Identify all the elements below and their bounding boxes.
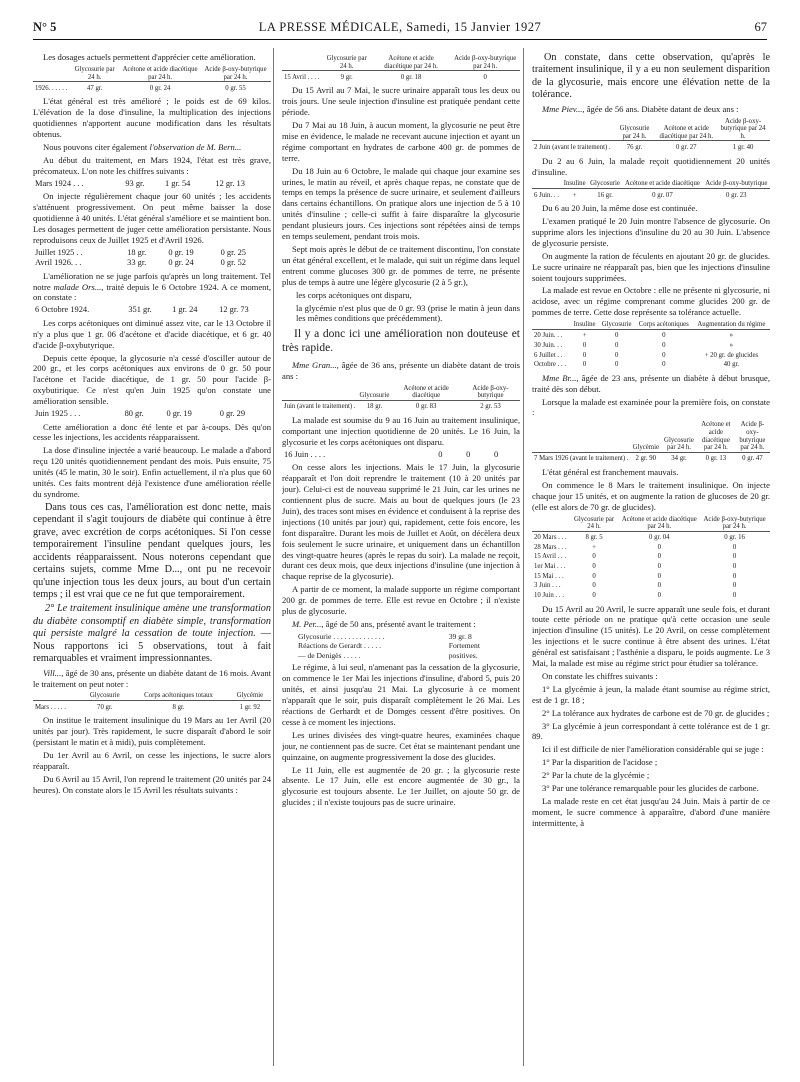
paragraph: On augmente la ration de féculents en ajoutant 20 gr. de glucides. Le sucre urinaire ne réapparaît pas, bien que les injections d'insuline soient toujours supprimées. bbox=[532, 250, 770, 283]
paragraph: Du 1er Avril au 6 Avril, on cesse les injections, le sucre alors réapparaît. bbox=[33, 749, 271, 771]
table-cell: 0 bbox=[657, 563, 661, 571]
table-cell: 18 gr. bbox=[127, 247, 147, 257]
table-header: Acide β-oxy-butyrique par 24 h. bbox=[739, 421, 766, 452]
paragraph: On cesse alors les injections. Mais le 17 Juin, la glycosurie réapparaît et l'on doit reprendre le traitement (10 à 20 unités par jour). Celui-ci est de nouveau supprimé le 21 Juin, car les urines ne contiennent plus de sucre. Mais au bout de quelques jours (le 23 Juin), des traces sont mises en évidence et conduisent à la reprise des injections (10 unités par jour) qui, rapidement, cette fois encore, les font disparaître. Durant les mois de Juillet et Août, on décèlera deux fois seulement le sucre urinaire, et uniquement dans un échantillon des vingt-quatre heures (après le repas du soir). La malade ne reçoit, durant ces deux mois, que deux injections d'insuline (une injection à chaque reprise de la glycosurie). bbox=[282, 462, 520, 582]
data-table bbox=[532, 516, 770, 601]
table-cell: 40 gr. bbox=[723, 361, 740, 369]
table-cell: 0 bbox=[732, 563, 737, 571]
data-rows bbox=[33, 248, 271, 269]
section-heading: 2° Le traitement insulinique amène une transformation du diabète consomptif en diabète simple, transformation qui persiste malgré la cessation de toute injection. bbox=[33, 603, 271, 640]
table-cell: 0 bbox=[732, 572, 737, 580]
table-header: Glycosurie bbox=[590, 180, 620, 188]
text: Nous pouvons citer également bbox=[43, 141, 148, 152]
table-header: Acétone et acide diacétique par 24 h. bbox=[384, 55, 438, 70]
text: , traité depuis le 6 Octobre 1924. A ce moment, on constate : bbox=[33, 281, 271, 303]
table-cell: 0 gr. 24 bbox=[168, 258, 194, 268]
running-header bbox=[33, 18, 767, 40]
table-cell: 9 gr. bbox=[340, 73, 353, 81]
table-cell: 0 bbox=[732, 543, 737, 551]
page-number: 67 bbox=[754, 20, 767, 34]
paragraph: Du 6 Avril au 15 Avril, l'on reprend le traitement (20 unités par 24 heures). On constate alors le 15 Avril les résultats suivants : bbox=[33, 773, 271, 795]
paragraph bbox=[282, 619, 520, 630]
table-cell: Juin (avant le traitement) . bbox=[284, 403, 356, 411]
paragraph: Le 11 Juin, elle est augmentée de 20 gr. ; la glycosurie reste absente. Le 17 Juin, elle est encore augmentée de 30 gr., la glycosurie est toujours absente. Le 1er Juillet, on ajoute 50 gr. de glucides ; il n'existe toujours pas de sucre urinaire. bbox=[282, 764, 520, 808]
table-cell: 0 bbox=[466, 449, 471, 459]
paragraph bbox=[33, 668, 271, 690]
text: , âgé de 30 ans, présente un diabète datant de 16 mois. Avant le traitement on peut noter : bbox=[33, 667, 271, 689]
data-table bbox=[282, 55, 520, 82]
table-cell: 20 Juin. . . bbox=[534, 332, 563, 340]
table-cell: 0 gr. 19 bbox=[166, 409, 192, 419]
data-table bbox=[532, 321, 770, 370]
table-header: Acétone et acide diacétique par 24 h. bbox=[701, 421, 731, 452]
table-cell: 0 bbox=[657, 582, 661, 590]
paragraph: Ici il est difficile de nier l'amélioration considérable qui se juge : bbox=[542, 744, 764, 755]
table-cell: 0 gr. 47 bbox=[742, 455, 763, 463]
table-cell: 0 bbox=[494, 449, 499, 459]
table-cell: 0 bbox=[582, 361, 587, 369]
table-header: Insuline bbox=[563, 180, 586, 188]
finding-label: — de Denigès . . . . . bbox=[298, 650, 361, 660]
table-header: Glycosurie bbox=[359, 392, 390, 400]
finding-value: 39 gr. 8 bbox=[448, 631, 472, 641]
table-cell: 0 gr. 07 bbox=[652, 191, 673, 199]
table-cell: 0 bbox=[662, 341, 666, 349]
table-header: Acide β-oxy-butyrique par 24 h. bbox=[454, 55, 517, 70]
paragraph: On commence le 8 Mars le traitement insulinique. On injecte chaque jour 15 unités, et on augmente la ration de glucoses de 20 gr. (elle est alors de 70 gr. de glucides). bbox=[532, 479, 770, 512]
table-cell: 0 bbox=[732, 591, 737, 599]
table-cell: 12 gr. 73 bbox=[219, 305, 249, 315]
issue-number: N° 5 bbox=[33, 20, 57, 34]
table-cell: 0 bbox=[614, 361, 619, 369]
table-cell: » bbox=[729, 341, 734, 349]
table-header: Acide β-oxy-butyrique par 24 h. bbox=[703, 515, 766, 531]
table-cell: 0 gr. 24 bbox=[149, 84, 171, 92]
data-row bbox=[33, 179, 271, 190]
paragraph: La dose d'insuline injectée a varié beaucoup. Le malade a d'abord reçu 120 unités quotidiennement pendant des mois. Puis ensuite, 75 unités (45 le matin, 30 le soir). Enfin actuellement, il n'a plus que 60 unités. Ces faits montrent déjà l'existence d'une amélioration réelle du syndrome. bbox=[33, 445, 271, 500]
table-cell: 3 Juin . . . bbox=[534, 582, 561, 590]
table-cell: 2 gr. 53 bbox=[480, 403, 501, 411]
table-cell: 30 Juin. . . bbox=[534, 341, 563, 349]
column-rule bbox=[273, 48, 274, 1066]
table-cell: Mars 1924 . . . bbox=[35, 178, 84, 188]
paragraph: Les dosages actuels permettent d'apprécier cette amélioration. bbox=[43, 52, 256, 62]
paragraph-large bbox=[33, 603, 271, 665]
table-cell: 2 Juin (avant le traitement) . bbox=[534, 143, 611, 151]
table-cell: 15 Avril . . . bbox=[534, 553, 567, 561]
list-item: 3° Par une tolérance remarquable pour les glucides de carbone. bbox=[542, 783, 759, 794]
paragraph: L'examen pratiqué le 20 Juin montre l'absence de glycosurie. On supprime alors les injections d'insuline du 20 au 30 Juin. L'absence de glycosurie persiste. bbox=[532, 216, 770, 248]
table-header: Glycémie bbox=[632, 444, 659, 452]
paragraph-large: Dans tous ces cas, l'amélioration est donc nette, mais cependant il s'agit toujours de diabète qui continue à être grave, avec excrétion de corps acétoniques. Si l'on cesse temporairement l'insuline pendant quelques jours, les accidents réapparaissent. Nous noterons cependant que certains sujets, comme Mme D..., ont pu ne recevoir qu'une injection tous les deux jours, au bout d'un certain temps ; il est vrai que ce ne fut que temporairement. bbox=[33, 501, 271, 600]
data-table bbox=[532, 180, 770, 200]
table-cell: + bbox=[572, 191, 577, 199]
paragraph: Au début du traitement, en Mars 1924, l'état est très grave, précomateux. L'on note les chiffres suivants : bbox=[33, 154, 271, 176]
paragraph: La malade est soumise du 9 au 16 Juin au traitement insulinique, comportant une injection quotidienne de 20 unités. Le 16 Juin, la glycosurie et les corps acétoniques ont disparu. bbox=[282, 415, 520, 447]
list-item: 2° La tolérance aux hydrates de carbone est de 70 gr. de glucides ; bbox=[542, 707, 770, 718]
table-cell: 6 Juillet . . bbox=[534, 351, 563, 359]
table-cell: 0 bbox=[592, 591, 596, 599]
table-cell: 8 gr. bbox=[172, 703, 185, 711]
table-cell: 0 bbox=[582, 351, 587, 359]
table-cell: + bbox=[582, 332, 587, 340]
table-cell: » bbox=[729, 332, 734, 340]
table-cell: 1er Mai . . . bbox=[534, 563, 566, 571]
table-header: Acétone et acide diacétique par 24 h. bbox=[122, 65, 198, 81]
text: , âgée de 56 ans. Diabète datant de deux ans : bbox=[582, 103, 739, 114]
table-cell: 12 gr. 13 bbox=[215, 178, 245, 188]
table-header: Acide β-oxy-butyrique bbox=[705, 180, 768, 188]
table-cell: 18 gr. bbox=[366, 403, 383, 411]
table-header: Glycosurie bbox=[89, 692, 120, 700]
table-cell: + 20 gr. de glucides bbox=[704, 351, 759, 359]
patient-ref: Mme Piev... bbox=[542, 103, 583, 114]
table-cell: 80 gr. bbox=[124, 409, 144, 419]
table-cell: 8 gr. 5 bbox=[585, 534, 603, 542]
table-cell: 0 gr. 23 bbox=[726, 191, 747, 199]
data-table bbox=[532, 118, 770, 153]
table-header: Acétone et acide diacétique par 24 h. bbox=[621, 515, 697, 531]
table-header: Glycosurie par 24 h. bbox=[74, 65, 115, 81]
paragraph: Du 15 Avril au 7 Mai, le sucre urinaire apparaît tous les deux ou trois jours. Une seule injection d'insuline est pratiquée pendant cette période. bbox=[282, 85, 520, 118]
emphasis-heading: Il y a donc ici une amélioration non douteuse et très rapide. bbox=[282, 328, 520, 355]
table-cell: 6 Octobre 1924. bbox=[35, 305, 90, 315]
table-header: Glycosurie par 24 h. bbox=[664, 436, 694, 452]
table-cell: 7 Mars 1926 (avant le traitement) . bbox=[534, 455, 629, 463]
table-cell: 0 bbox=[662, 361, 666, 369]
text: , âgée de 36 ans, présente un diabète datant de trois ans : bbox=[282, 359, 520, 381]
data-table bbox=[33, 66, 271, 93]
table-cell: 0 bbox=[657, 591, 661, 599]
table-cell: 1926. . . . . . bbox=[35, 84, 68, 92]
table-cell: 16 Juin . . . . bbox=[284, 449, 326, 459]
paragraph bbox=[282, 360, 520, 382]
text: , âgé de 50 ans, présenté avant le traitement : bbox=[321, 619, 476, 629]
table-cell: 34 gr. bbox=[671, 455, 687, 463]
paragraph: Du 7 Mai au 18 Juin, à aucun moment, la glycosurie ne peut être mise en évidence, le malade ne recevant aucune injection et ayant un régime comportant en hydrates de carbone 400 gr. de pommes de terre. bbox=[282, 120, 520, 163]
paragraph: Le régime, à lui seul, n'amenant pas la cessation de la glycosurie, on commence le 1er Mai les injections d'insuline, d'abord 5, puis 20 unités, et ainsi jusqu'au 21 Mai. La glycosurie à ce moment n'apparaît que le soir, puis disparaît complètement le 26 Mai. Les réactions de Gerhardt et de Domges cessent d'être positives. On cesse à ce moment les injections. bbox=[282, 662, 520, 727]
table-cell: 0 gr. 13 bbox=[705, 455, 727, 463]
table-header: Acide β-oxy-butyrique par 24 h. bbox=[720, 117, 766, 140]
column-2 bbox=[282, 52, 520, 810]
paragraph: On injecte régulièrement chaque jour 60 unités ; les accidents s'atténuent progressivement. On peut même baisser la dose quotidienne à 40 unités. L'état général s'améliore et se maintient bon. Les dosages permettent de juger cette amélioration persistante. Nous reproduisons ceux de Juillet 1925 et d'Avril 1926. bbox=[33, 191, 271, 245]
table-cell: 0 bbox=[657, 543, 661, 551]
observation-ref: l'observation de M. Bern... bbox=[149, 141, 242, 152]
data-table bbox=[33, 692, 271, 712]
table-cell: + bbox=[592, 543, 596, 551]
table-cell: 0 bbox=[662, 332, 666, 340]
finding-label: Réactions de Gerardt . . . . . bbox=[298, 641, 382, 651]
paragraph: Sept mois après le début de ce traitement discontinu, l'on constate un état général excellent, et le malade, qui suit un régime dans lequel entrent comme glucoses 300 gr. de pommes de terre, ne présente plus de temps à autre une légère glycosurie (2 à 5 gr.), bbox=[282, 244, 520, 287]
patient-ref: Mme Br... bbox=[542, 372, 577, 383]
table-header: Augmentation du régime bbox=[697, 321, 766, 329]
paragraph: A partir de ce moment, la malade supporte un régime comportant 200 gr. de pommes de terre. Elle est revue en Octobre ; il n'existe plus de glycosurie. bbox=[282, 584, 520, 617]
table-cell: 0 bbox=[582, 341, 587, 349]
text: — Nous rapportons ici 5 observations, tout à fait remarquables et vraiment impressionnantes. bbox=[33, 628, 271, 665]
paragraph: Du 15 Avril au 20 Avril, le sucre apparaît une seule fois, et durant toute cette période on ne pratique qu'à cette occasion une seule injection d'insuline (15 unités). Le 20 Avril, on cesse complètement les injections et le sucre continue à être absent des urines. L'état général est satisfaisant ; l'asthénie a disparu, le poids augmente. Le 3 Mai, la malade est mise au régime strict pour étudier sa tolérance. bbox=[532, 603, 770, 669]
column-1 bbox=[33, 52, 271, 797]
table-header: Acétone et acide diacétique bbox=[403, 384, 449, 400]
paragraph: L'état général est très amélioré ; le poids est de 69 kilos. L'élévation de la dose d'insuline, la multiplication des injections quotidiennes n'apportent aucune modification dans les résultats obtenus. bbox=[33, 96, 271, 139]
paragraph bbox=[33, 142, 271, 153]
data-table bbox=[532, 421, 770, 464]
table-cell: 0 gr. 55 bbox=[225, 84, 246, 92]
table-cell: 0 gr. 29 bbox=[219, 409, 246, 419]
table-header: Acide β-oxy-butyrique par 24 h. bbox=[204, 65, 267, 81]
table-cell: 0 gr. 19 bbox=[168, 247, 194, 257]
paragraph: la glycémie n'est plus que de 0 gr. 93 (prise le matin à jeun dans les mêmes conditions que précédemment). bbox=[296, 302, 520, 324]
findings-list bbox=[296, 632, 505, 660]
table-cell: 1 gr. 40 bbox=[732, 143, 754, 151]
data-row bbox=[33, 409, 271, 420]
paragraph: Lorsque la malade est examinée pour la première fois, on constate : bbox=[532, 396, 770, 418]
journal-title: LA PRESSE MÉDICALE, Samedi, 15 Janvier 1927 bbox=[258, 20, 542, 34]
table-cell: 351 gr. bbox=[128, 305, 152, 315]
paragraph-large: On constate, dans cette observation, qu'après le traitement insulinique, il y a eu non seulement disparition de la glycosurie, mais encore une élévation nette de la tolérance. bbox=[532, 52, 770, 101]
table-cell: 0 gr. 25 bbox=[220, 247, 246, 257]
table-cell: 0 bbox=[662, 351, 666, 359]
table-header: Glycémie bbox=[236, 692, 264, 700]
paragraph bbox=[532, 373, 770, 395]
table-cell: 47 gr. bbox=[86, 84, 103, 92]
column-3 bbox=[532, 52, 770, 831]
table-header: Glycosurie par 24 h. bbox=[573, 515, 615, 531]
text: , âgée de 23 ans, présente un diabète à début brusque, traité dès son début. bbox=[532, 372, 770, 394]
table-cell: 0 bbox=[483, 73, 487, 81]
paragraph: L'état général est franchement mauvais. bbox=[542, 466, 679, 477]
table-header: Glycosurie par 24 h. bbox=[326, 55, 367, 70]
table-header: Acétone et acide diacétique par 24 h. bbox=[659, 125, 714, 140]
table-header: Acide β-oxy-butyrique bbox=[472, 384, 509, 400]
paragraph: Du 2 au 6 Juin, la malade reçoit quotidiennement 20 unités d'insuline. bbox=[532, 155, 770, 177]
table-cell: 1 gr. 24 bbox=[172, 305, 198, 315]
table-cell: 0 bbox=[614, 341, 619, 349]
table-cell: 10 Juin . . . bbox=[534, 591, 565, 599]
table-cell: 0 bbox=[657, 572, 661, 580]
paragraph: Depuis cette époque, la glycosurie n'a cessé d'osciller autour de 200 gr., et les corps acétoniques aux environs de 0 gr. 50 pour l'acétone et l'acide diacétique, de 1 gr. 50 pour l'acide β-oxybutirique. Ce n'est qu'en Juin 1925 qu'on constate une amélioration sensible. bbox=[33, 352, 271, 407]
list-item: 2° Par la chute de la glycémie ; bbox=[542, 770, 650, 781]
table-cell: 0 bbox=[592, 563, 596, 571]
table-header: Corps acétoniques bbox=[638, 321, 689, 329]
table-cell: Mars . . . . . bbox=[35, 703, 66, 711]
data-table bbox=[282, 385, 520, 412]
table-cell: 33 gr. bbox=[127, 258, 147, 268]
table-cell: 1 gr. 54 bbox=[164, 178, 191, 188]
paragraph: La malade reste en cet état jusqu'au 24 Juin. Mais à partir de ce moment, le sucre commence à apparaître, d'abord d'une manière intermittente, à bbox=[532, 796, 770, 828]
paragraph: Les urines divisées des vingt-quatre heures, examinées chaque jour, ne contiennent pas de sucre. Cet état se maintenant pendant une quinzaine, on augmente progressivement la dose des glucides. bbox=[282, 729, 520, 762]
finding-value: Fortement bbox=[448, 641, 480, 651]
table-cell: 20 Mars . . . bbox=[534, 534, 567, 542]
table-cell: 0 bbox=[614, 351, 619, 359]
table-cell: 76 gr. bbox=[626, 143, 643, 151]
table-cell: 15 Avril . . . . bbox=[284, 73, 320, 81]
patient-ref: M. Per... bbox=[292, 619, 322, 629]
table-cell: Octobre . . . bbox=[534, 361, 567, 369]
table-cell: Juillet 1925 . . bbox=[35, 247, 83, 257]
table-cell: 0 bbox=[438, 449, 443, 459]
table-cell: 0 bbox=[592, 582, 596, 590]
table-cell: 0 gr. 16 bbox=[724, 534, 745, 542]
table-cell: 0 gr. 18 bbox=[400, 73, 422, 81]
list-item: 1° La glycémie à jeun, la malade étant soumise au régime strict, est de 1 gr. 18 ; bbox=[532, 683, 770, 705]
table-cell: 93 gr. bbox=[125, 178, 145, 188]
table-cell: Juin 1925 . . . bbox=[35, 409, 81, 419]
table-cell: Avril 1926. . . bbox=[35, 258, 82, 268]
table-cell: 15 Mai . . . bbox=[534, 572, 564, 580]
list-item: 1° Par la disparition de l'acidose ; bbox=[542, 757, 658, 768]
table-cell: 0 bbox=[657, 553, 661, 561]
list-item: 3° La glycémie à jeun correspondant à cette tolérance est de 1 gr. 89. bbox=[532, 720, 770, 742]
paragraph bbox=[33, 271, 271, 304]
table-cell: 0 gr. 27 bbox=[675, 143, 697, 151]
table-cell: 2 gr. 90 bbox=[635, 455, 657, 463]
table-cell: 28 Mars . . . bbox=[534, 543, 567, 551]
table-cell: 0 gr. 83 bbox=[415, 403, 437, 411]
patient-ref: Mme Gran... bbox=[292, 359, 337, 370]
paragraph bbox=[532, 104, 770, 115]
table-cell: 1 gr. 92 bbox=[239, 703, 261, 711]
data-row bbox=[33, 305, 271, 316]
paragraph: On constate les chiffres suivants : bbox=[542, 670, 658, 681]
data-row bbox=[282, 450, 520, 461]
table-header: Glycosurie par 24 h. bbox=[619, 125, 650, 140]
patient-ref: malade Ors... bbox=[53, 281, 102, 292]
finding-value: positives. bbox=[448, 650, 478, 660]
table-cell: 0 bbox=[732, 553, 737, 561]
table-cell: 70 gr. bbox=[97, 703, 113, 711]
table-cell: 0 bbox=[592, 553, 596, 561]
paragraph: Les corps acétoniques ont diminué assez vite, car le 13 Octobre il n'y a plus que 1 gr. 06 d'acétone et d'acide diacétique, et 6 gr. 40 d'acide β-oxybutyrique. bbox=[33, 317, 271, 350]
paragraph: On institue le traitement insulinique du 19 Mars au 1er Avril (20 unités par jour). Très rapidement, le sucre disparaît d'abord le soir (persistant le matin et à midi), puis complètement. bbox=[33, 715, 271, 747]
text: L'amélioration ne se juge parfois qu'après un long traitement. Tel notre bbox=[33, 270, 271, 292]
paragraph: Du 18 Juin au 6 Octobre, le malade qui chaque jour examine ses urines, le matin au réveil, et après chaque repas, ne constate que de temps en temps la présence de sucre urinaire, et seulement d'ailleurs dans certains échantillons. On pratique alors une injection de 5 à 10 unités d'insuline ; celle-ci suffit à faire disparaître la glycosurie pendant plusieurs jours. Ces injections sont répétées ainsi de temps en temps seulement, pendant trois mois. bbox=[282, 165, 520, 242]
paragraph: les corps acétoniques ont disparu, bbox=[296, 289, 412, 300]
table-cell: 0 gr. 52 bbox=[220, 258, 246, 268]
paragraph: Du 6 au 20 Juin, la même dose est continuée. bbox=[542, 203, 698, 214]
finding-label: Glycosurie . . . . . . . . . . . . . . bbox=[298, 631, 385, 641]
table-header: Insuline bbox=[573, 321, 596, 329]
table-cell: 0 bbox=[592, 572, 596, 580]
table-header: Glycosurie bbox=[601, 321, 632, 329]
paragraph: Cette amélioration a donc été lente et par à-coups. Dès qu'on cesse les injections, les accidents réapparaissent. bbox=[33, 421, 271, 443]
column-rule bbox=[523, 48, 524, 1066]
table-header: Corps acétoniques totaux bbox=[144, 692, 213, 700]
table-cell: 0 bbox=[732, 582, 737, 590]
table-cell: 6 Juin. . . bbox=[534, 191, 559, 199]
table-cell: 0 bbox=[614, 332, 619, 340]
table-cell: 16 gr. bbox=[597, 191, 613, 199]
table-header: Acétone et acide diacétique bbox=[624, 180, 700, 188]
paragraph: La malade est revue en Octobre : elle ne présente ni glycosurie, ni acidose, avec un régime comprenant comme glucides 200 gr. de pommes de terre. Cette dose représente sa tolérance actuelle. bbox=[532, 285, 770, 318]
table-cell: 0 gr. 04 bbox=[649, 534, 670, 542]
patient-ref: Vill... bbox=[43, 667, 62, 678]
